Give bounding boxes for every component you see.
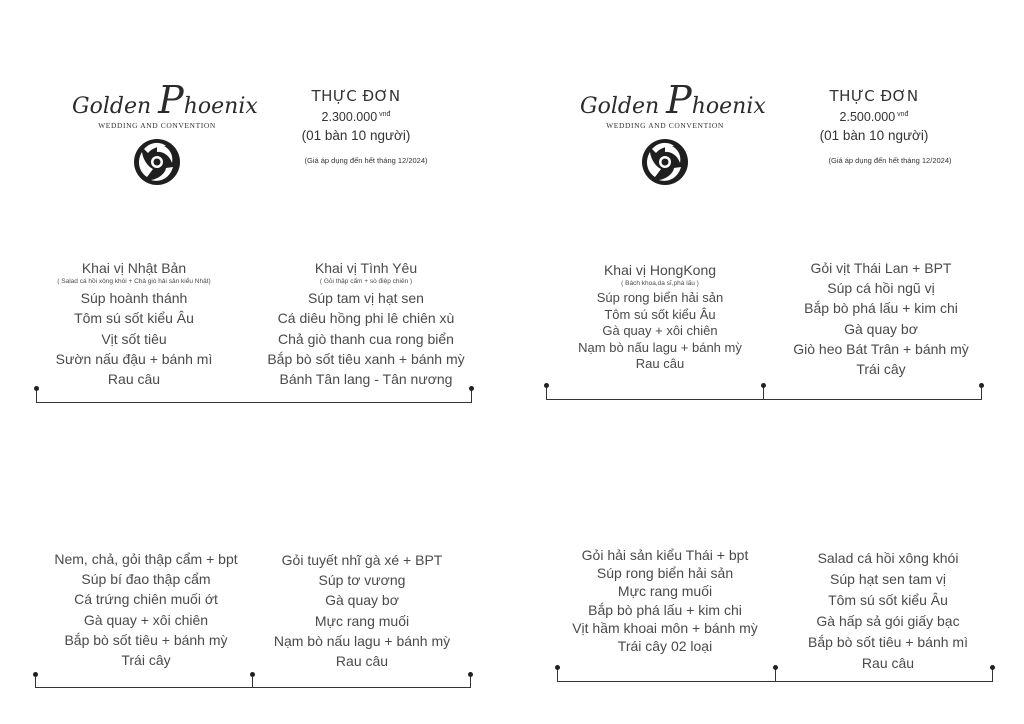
dish-item: Nạm bò nấu lagu + bánh mỳ (578, 339, 742, 355)
dish-item: Trái cây (121, 652, 171, 669)
dish-item: Súp bí đao thập cẩm (81, 571, 211, 588)
menu-set-column (560, 546, 770, 655)
menu-people: (01 bàn 10 người) (819, 128, 929, 143)
dish-item: Tôm sú sốt kiểu Âu (604, 306, 716, 322)
logo (72, 78, 258, 188)
dish-item: Gà quay + xôi chiên (83, 611, 209, 628)
dish-item: Bắp bò phá lấu + kim chi (588, 601, 742, 618)
dish-item: Giò heo Bát Trân + bánh mỳ (793, 340, 969, 357)
brand-first-word: Golden (580, 94, 660, 119)
dish-item: Vịt hầm khoai môn + bánh mỳ (572, 619, 758, 636)
dish-item: Rau câu (635, 356, 685, 372)
logo (580, 78, 766, 188)
menu-header-1 (256, 86, 456, 165)
menu-set-column (560, 260, 760, 373)
phoenix-swirl-icon (640, 136, 690, 188)
dish-item: Cá diêu hồng phi lê chiên xù (277, 310, 455, 327)
dish-item: Gỏi vịt Thái Lan + BPT (810, 260, 952, 276)
dish-item: Gà quay bơ (844, 320, 918, 337)
menu-header-2 (774, 86, 974, 165)
dish-item: Tôm sú sốt kiểu Âu (828, 592, 948, 608)
phoenix-swirl-icon (132, 136, 182, 188)
appetizer-heading: Khai vị Tình Yêu (314, 260, 418, 276)
dish-item: Bắp bò sốt tiêu + bánh mì (808, 634, 968, 650)
dish-item: Súp hạt sen tam vị (830, 571, 946, 587)
menu-set-column (36, 549, 256, 670)
appetizer-note: ( Salad cá hồi xông khói + Chả giò hải sản kiểu Nhật) (57, 278, 211, 286)
brand-second-rest: hoenix (691, 94, 766, 119)
menu-validity: (Giá áp dụng đến hết tháng 12/2024) (304, 156, 428, 165)
price-currency: vnđ (897, 111, 909, 118)
dish-item: Bắp bò phá lấu + kim chi (804, 300, 958, 317)
dish-item: Súp hoành thánh (80, 290, 188, 307)
menu-set-column (262, 550, 462, 671)
dish-item: Nạm bò nấu lagu + bánh mỳ (273, 632, 451, 649)
brand-second-cap: P (666, 78, 692, 122)
appetizer-heading: Khai vị Nhật Bản (81, 260, 187, 276)
dish-item: Gỏi tuyết nhĩ gà xé + BPT (281, 552, 443, 568)
brand-tagline: WEDDING AND CONVENTION (606, 121, 724, 130)
price-value: 2.500.000 (839, 110, 896, 124)
menu-title: THỰC ĐƠN (311, 87, 401, 105)
dish-item: Bắp bò sốt tiêu + bánh mỳ (64, 631, 228, 648)
dish-item: Chả giò thanh cua rong biển (278, 330, 454, 347)
menu-set-column (255, 258, 477, 389)
brand-name (72, 78, 258, 122)
dish-item: Mực rang muối (617, 583, 713, 600)
dish-item: Bánh Tân lang - Tân nương (279, 371, 453, 388)
brand-name (580, 78, 766, 122)
menu-validity: (Giá áp dụng đến hết tháng 12/2024) (828, 156, 952, 165)
brand-tagline: WEDDING AND CONVENTION (98, 121, 216, 130)
dish-item: Rau câu (861, 655, 915, 671)
appetizer-heading: Khai vị HongKong (603, 262, 717, 278)
dish-item: Rau câu (335, 653, 389, 670)
dish-item: Gà hấp sả gói giấy bạc (816, 613, 960, 629)
menu-price (774, 108, 974, 126)
brand-first-word: Golden (72, 94, 152, 119)
dish-item: Trái cây (856, 361, 906, 378)
appetizer-note: ( Gỏi thập cẩm + sò điệp chiên ) (319, 278, 413, 286)
menu-set-column (28, 258, 240, 389)
appetizer-note: ( Bách khoa,da sĩ,phá lấu ) (621, 280, 699, 288)
dish-item: Gỏi hải sản kiểu Thái + bpt (581, 547, 749, 563)
dish-item: Salad cá hồi xông khói (817, 550, 959, 566)
dish-item: Nem, chả, gỏi thập cẩm + bpt (54, 551, 238, 567)
dish-item: Rau câu (107, 371, 161, 388)
dish-item: Tôm sú sốt kiểu Âu (74, 310, 194, 327)
dish-item: Trái cây 02 loại (617, 638, 713, 655)
brand-second-cap: P (158, 78, 184, 122)
menu-title: THỰC ĐƠN (829, 87, 919, 105)
dish-item: Vịt sốt tiêu (101, 330, 167, 347)
dish-item: Gà quay bơ (325, 592, 399, 609)
price-value: 2.300.000 (321, 110, 378, 124)
menu-set-column (776, 258, 986, 379)
dish-item: Súp rong biển hải sản (596, 290, 724, 306)
dish-item: Sườn nấu đậu + bánh mì (55, 350, 213, 367)
dish-item: Cá trứng chiên muối ớt (74, 591, 218, 608)
dish-item: Bắp bò sốt tiêu xanh + bánh mỳ (267, 350, 465, 367)
menu-people: (01 bàn 10 người) (301, 128, 411, 143)
dish-item: Súp cá hồi ngũ vị (827, 280, 935, 297)
menu-set-column (786, 548, 990, 674)
brand-second-rest: hoenix (183, 94, 258, 119)
dish-item: Súp rong biển hải sản (596, 565, 734, 582)
dish-item: Mực rang muối (314, 612, 410, 629)
menu-price (256, 108, 456, 126)
dish-item: Súp tơ vương (318, 572, 406, 589)
dish-item: Súp tam vị hạt sen (308, 290, 424, 307)
price-currency: vnđ (379, 111, 391, 118)
dish-item: Gà quay + xôi chiên (602, 323, 718, 339)
